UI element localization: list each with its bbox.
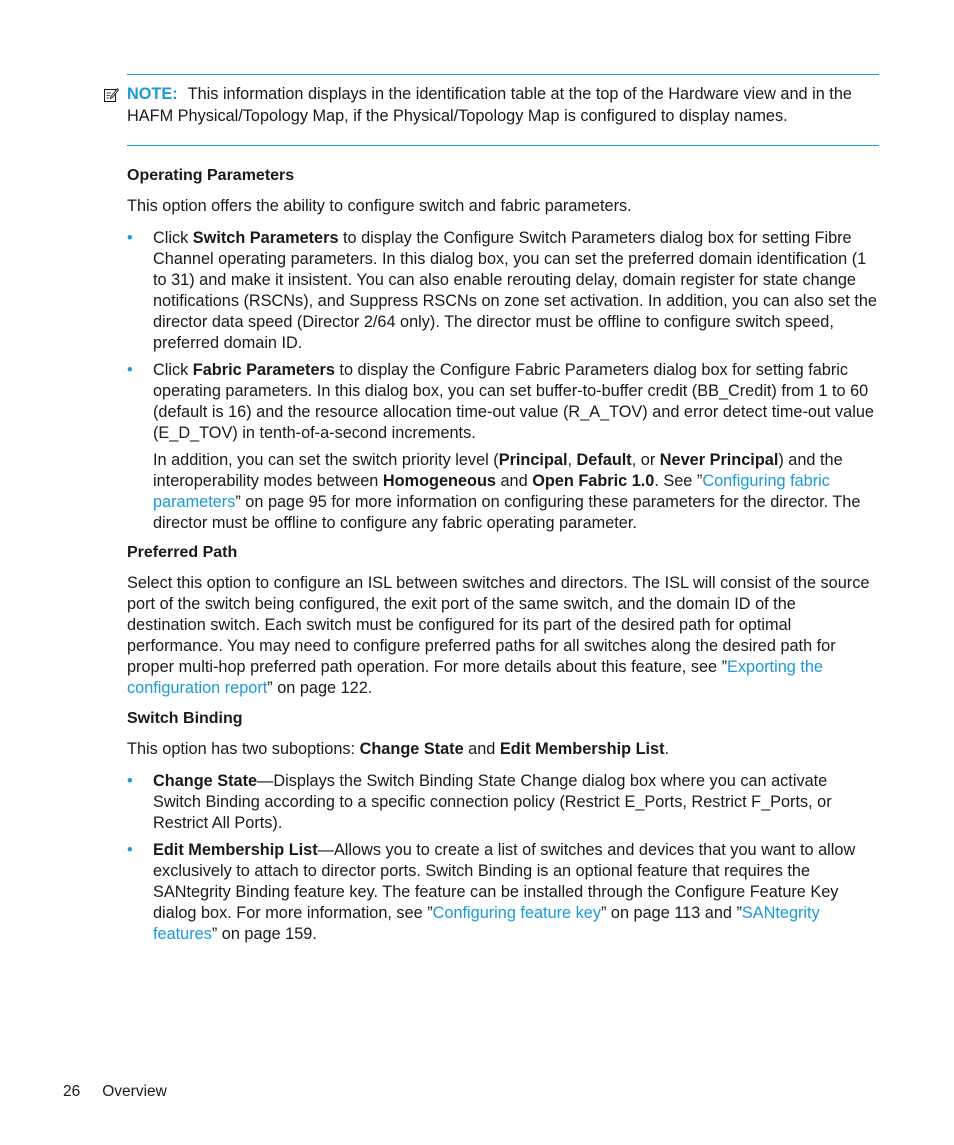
- footer-section: Overview: [102, 1083, 167, 1100]
- note-body: This information displays in the identification table at the top of the Hardware view and in the HAFM Physical/Topology Map, if the Physical/Topology Map is configured to display names.: [127, 85, 852, 125]
- link-santegrity-features[interactable]: SANtegrity features: [153, 904, 820, 943]
- main-content: [127, 165, 879, 945]
- bullet-icon: •: [127, 229, 133, 247]
- link-configuring-fabric-parameters[interactable]: Configuring fabric parameters: [153, 472, 830, 511]
- change-state-term: Change State: [153, 772, 258, 790]
- link-configuring-feature-key[interactable]: Configuring feature key: [432, 904, 601, 922]
- edit-membership-list-term: Edit Membership List: [153, 841, 318, 859]
- switch-binding-list: [127, 771, 879, 945]
- list-item: • Click Fabric Parameters to display the Configure Fabric Parameters dialog box for setting fabric operating parameters. In this dialog box, you can set buffer-to-buffer credit (BB_Credit) from 1 to 60 (default is 16) and the resource allocation time-out value (R_A_TOV) and error detect time-out value (E_D_TOV) in tenth-of-a-second increments. In addition, you can set the switch priority level (Principal, Default, or Never Principal) and the interoperability modes between Homogeneous and Open Fabric 1.0. See ”Configuring fabric parameters” on page 95 for more information on configuring these parameters for the director. The director must be offline to configure any fabric operating parameter.: [127, 360, 879, 534]
- switch-parameters-term: Switch Parameters: [192, 229, 339, 247]
- list-item: • Change State—Displays the Switch Binding State Change dialog box where you can activate Switch Binding according to a specific connection policy (Restrict E_Ports, Restrict F_Ports, or Restrict All Ports).: [127, 772, 832, 832]
- section-heading-operating-parameters: Operating Parameters: [127, 167, 295, 184]
- switch-binding-intro: This option has two suboptions: Change State and Edit Membership List.: [127, 740, 670, 758]
- page-number: 26: [63, 1083, 81, 1100]
- section-heading-switch-binding: Switch Binding: [127, 710, 243, 727]
- operating-list: [127, 228, 879, 534]
- page-footer: [63, 1082, 167, 1102]
- list-item: • Click Switch Parameters to display the Configure Switch Parameters dialog box for setting Fibre Channel operating parameters. In this dialog box, you can set the preferred domain identification (1 to 31) and make it insistent. You can also enable rerouting delay, domain register for state change notifications (RSCNs), and Suppress RSCNs on zone set activation. In addition, you can also set the director data speed (Director 2/64 only). The director must be offline to configure switch speed, preferred domain ID.: [127, 229, 877, 352]
- preferred-path-text: Select this option to configure an ISL between switches and directors. The ISL will consist of the source port of the switch being configured, the exit port of the same switch, and the domain ID of the destination switch. Each switch must be configured for its part of the desired path for optimal performance. You may need to configure preferred paths for all switches along the desired path for proper multi-hop preferred path operation. For more details about this feature, see ”Exporting the configuration report” on page 122.: [127, 574, 870, 697]
- fabric-parameters-term: Fabric Parameters: [192, 361, 335, 379]
- operating-intro: This option offers the ability to configure switch and fabric parameters.: [127, 197, 632, 215]
- list-item-continuation: In addition, you can set the switch priority level (Principal, Default, or Never Principal) and the interoperability modes between Homogeneous and Open Fabric 1.0. See ”Configuring fabric parameters” on page 95 for more information on configuring these parameters for the director. The director must be offline to configure any fabric operating parameter.: [153, 451, 861, 532]
- note-text: [127, 84, 879, 127]
- section-heading-preferred-path: Preferred Path: [127, 544, 238, 561]
- note-pencil-icon: [103, 87, 119, 103]
- bullet-icon: •: [127, 772, 133, 790]
- note-label: NOTE:: [127, 85, 178, 103]
- bullet-icon: •: [127, 841, 133, 859]
- link-exporting-configuration-report[interactable]: Exporting the configuration report: [127, 658, 823, 697]
- bullet-icon: •: [127, 361, 133, 379]
- list-item: • Edit Membership List—Allows you to create a list of switches and devices that you want to allow exclusively to attach to director ports. Switch Binding is an optional feature that requires the SANtegrity Binding feature key. The feature can be installed through the Configure Feature Key dialog box. For more information, see ”Configuring feature key” on page 113 and ”SANtegrity features” on page 159.: [127, 841, 856, 943]
- note-box: [127, 74, 879, 146]
